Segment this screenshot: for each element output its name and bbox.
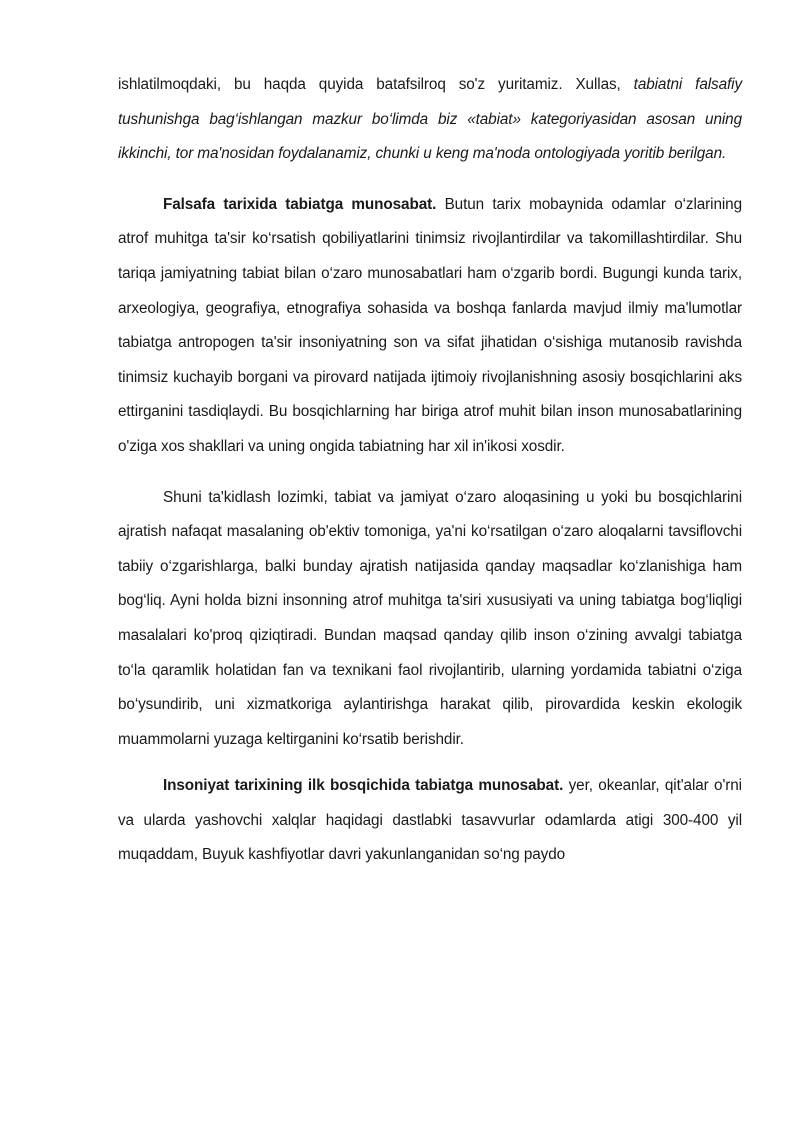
paragraph-philosophy-history-text: Butun tarix mobaynida odamlar o‘zlarining atrof muhitga ta'sir ko‘rsatish qobiliyatlarini tinimsiz rivojlantirdilar va takomillashtirdilar. Shu tariqa jamiyatning tabiat bilan o‘zaro munosabatlari ham o‘zgarib bordi. Bugungi kunda tarix, arxeologiya, geografiya, etnografiya sohasida va boshqa fanlarda mavjud ilmiy ma'lumotlar tabiatga antropogen ta'sir insoniyatning son va sifat jihatidan o‘sishiga mutanosib ravishda tinimsiz kuchayib borgani va pirovard natijada ijtimoiy rivojlanishning asosiy bosqichlarini aks ettirganini tasdiqlaydi. Bu bosqichlarning har biriga atrof muhit bilan inson munosabatlarining o'ziga xos shakllari va uning ongida tabiatning har xil in'ikosi xosdir. bbox=[118, 195, 742, 455]
section-heading-philosophy-history: Falsafa tarixida tabiatga munosabat. bbox=[163, 195, 437, 213]
paragraph-early-history-text: yer, okeanlar, qit'alar o'rni va ularda yashovchi xalqlar haqidagi dastlabki tasavvurlar odamlarda atigi 300-400 yil muqaddam, Buyuk kashfiyotlar davri yakunlanganidan so‘ng paydo bbox=[118, 777, 742, 864]
paragraph-intro-italic: tabiatni falsafiy tushunishga bag‘ishlangan mazkur bo‘limda biz «tabiat» kategoriyasidan asosan uning ikkinchi, tor ma'nosidan foydalanamiz, chunki u keng ma'noda ontologiyada yoritib berilgan. bbox=[118, 76, 742, 163]
paragraph-philosophy-history bbox=[118, 188, 742, 465]
paragraph-intro-text: ishlatilmoqdaki, bu haqda quyida batafsilroq so'z yuritamiz. Xullas, bbox=[118, 76, 634, 93]
document-page bbox=[118, 68, 742, 873]
section-heading-early-history: Insoniyat tarixining ilk bosqichida tabiatga munosabat. bbox=[163, 777, 564, 795]
paragraph-stages bbox=[118, 481, 742, 758]
paragraph-stages-text: Shuni ta'kidlash lozimki, tabiat va jamiyat o‘zaro aloqasining u yoki bu bosqichlarini ajratish nafaqat masalaning ob'ektiv tomoniga, ya'ni ko‘rsatilgan o‘zaro aloqalarni tavsiflovchi tabiiy o‘zgarishlarga, balki bunday ajratish natijasida qanday maqsadlar ko‘zlanishiga ham bog‘liq. Ayni holda bizni insonning atrof muhitga ta'siri xususiyati va uning tabiatga bog‘liqligi masalalari ko'proq qiziqtiradi. Bundan maqsad qanday qilib inson o‘zining avvalgi tabiatga to‘la qaramlik holatidan fan va texnikani faol rivojlantirib, ularning yordamida tabiatni o‘ziga bo‘ysundirib, uni xizmatkoriga aylantirishga harakat qilib, pirovardida keskin ekologik muammolarni yuzaga keltirganini ko‘rsatib berishdir. bbox=[118, 488, 742, 748]
paragraph-intro bbox=[118, 68, 742, 172]
paragraph-early-history bbox=[118, 769, 742, 873]
